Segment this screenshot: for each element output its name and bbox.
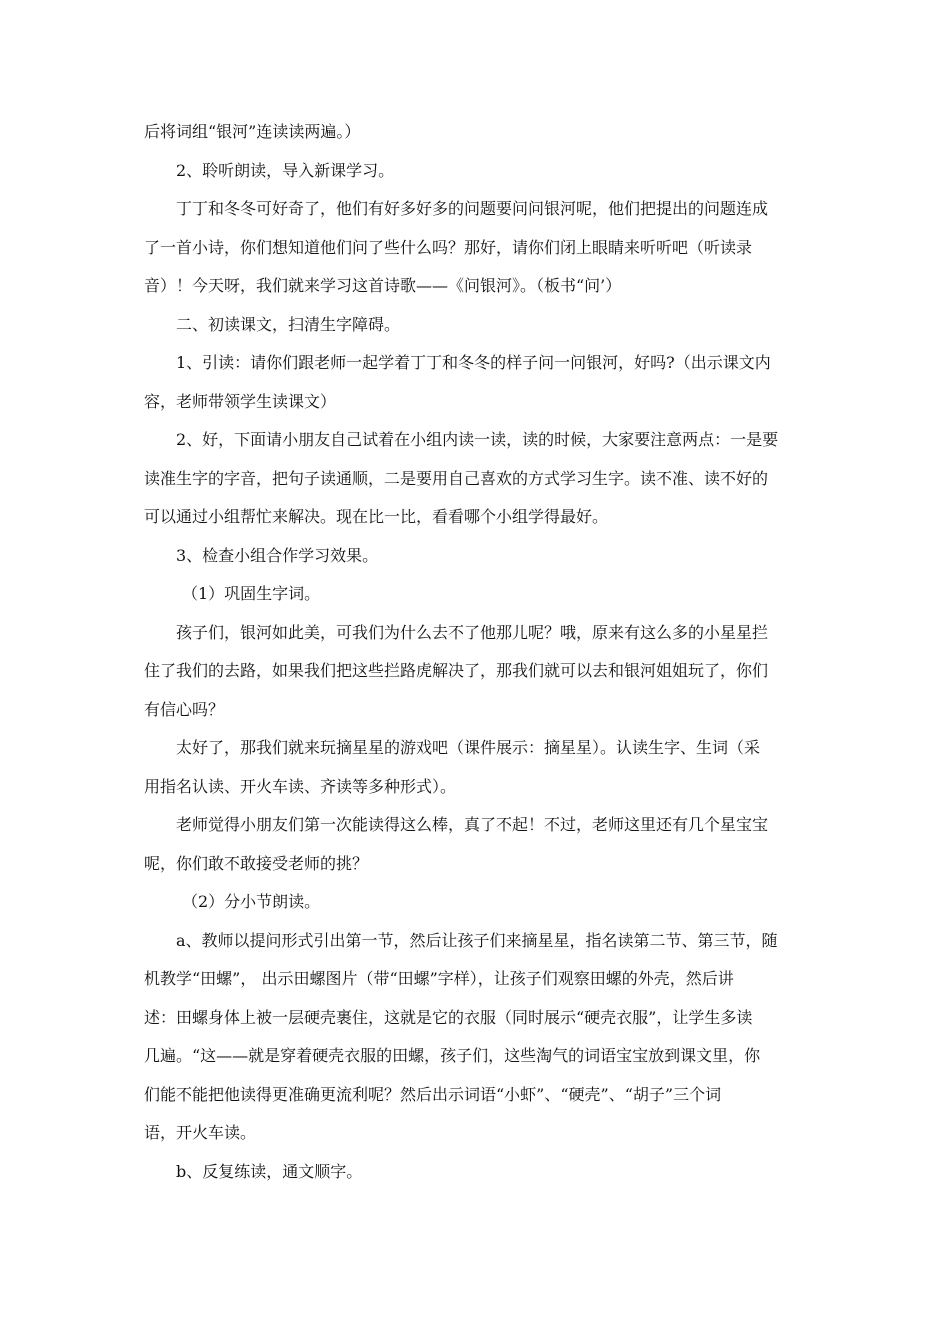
text-line: 们能不能把他读得更准确更流利呢？然后出示词语“小虾”、“硬壳”、“胡子”三个词 <box>144 1084 722 1104</box>
text-line: 住了我们的去路，如果我们把这些拦路虎解决了，那我们就可以去和银河姐姐玩了，你们 <box>144 661 769 680</box>
text-line: 老师觉得小朋友们第一次能读得这么棒，真了不起！不过，老师这里还有几个星宝宝 <box>176 815 769 834</box>
document-body <box>144 113 808 1191</box>
text-line: 用指名认读、开火车读、齐读等多种形式）。 <box>144 776 457 796</box>
text-line: 孩子们，银河如此美，可我们为什么去不了他那儿呢？哦，原来有这么多的小星星拦 <box>176 622 769 642</box>
text-line: 几遍。“这——就是穿着硬壳衣服的田螺，孩子们，这些淘气的词语宝宝放到课文里，你 <box>144 1046 761 1065</box>
text-line: 呢，你们敢不敢接受老师的挑？ <box>144 853 369 873</box>
text-line: 3、检查小组合作学习效果。 <box>176 545 379 565</box>
text-line: 后将词组“银河”连读读两遍。） <box>144 122 361 141</box>
text-line: 1、引读：请你们跟老师一起学着丁丁和冬冬的样子问一问银河，好吗?（出示课文内 <box>176 353 771 372</box>
text-line: （1）巩固生字词。 <box>182 584 321 603</box>
text-line: 容，老师带领学生读课文） <box>144 391 337 411</box>
text-line: b、反复练读，通文顺字。 <box>176 1161 363 1181</box>
text-line: 太好了，那我们就来玩摘星星的游戏吧（课件展示：摘星星）。认读生字、生词（采 <box>176 738 761 757</box>
text-line: 二、初读课文，扫清生字障碍。 <box>176 314 401 334</box>
text-line: 机教学“田螺”， 出示田螺图片（带“田螺”字样），让孩子们观察田螺的外壳，然后讲 <box>144 969 734 988</box>
text-line: 可以通过小组帮忙来解决。现在比一比，看看哪个小组学得最好。 <box>144 507 609 526</box>
text-line: 有信心吗？ <box>144 699 225 719</box>
text-line: 语，开火车读。 <box>144 1123 257 1142</box>
text-line: 读准生字的字音，把句子读通顺，二是要用自己喜欢的方式学习生字。读不准、读不好的 <box>144 468 769 488</box>
text-line: 了一首小诗，你们想知道他们问了些什么吗？那好，请你们闭上眼睛来听听吧（听读录 <box>144 237 753 257</box>
text-line: 2、聆听朗读，导入新课学习。 <box>176 160 395 180</box>
text-line: 丁丁和冬冬可好奇了，他们有好多好多的问题要问问银河呢，他们把提出的问题连成 <box>176 199 769 218</box>
text-line: a、教师以提问形式引出第一节，然后让孩子们来摘星星，指名读第二节、第三节，随 <box>176 930 778 950</box>
text-line: 述：田螺身体上被一层硬壳裹住，这就是它的衣服（同时展示“硬壳衣服”，让学生多读 <box>144 1007 753 1027</box>
text-line: 音）！今天呀，我们就来学习这首诗歌——《问银河》。（板书“问’） <box>144 276 622 295</box>
text-line: 2、好，下面请小朋友自己试着在小组内读一读，读的时候，大家要注意两点：一是要 <box>176 430 779 449</box>
text-line: （2）分小节朗读。 <box>182 892 321 911</box>
